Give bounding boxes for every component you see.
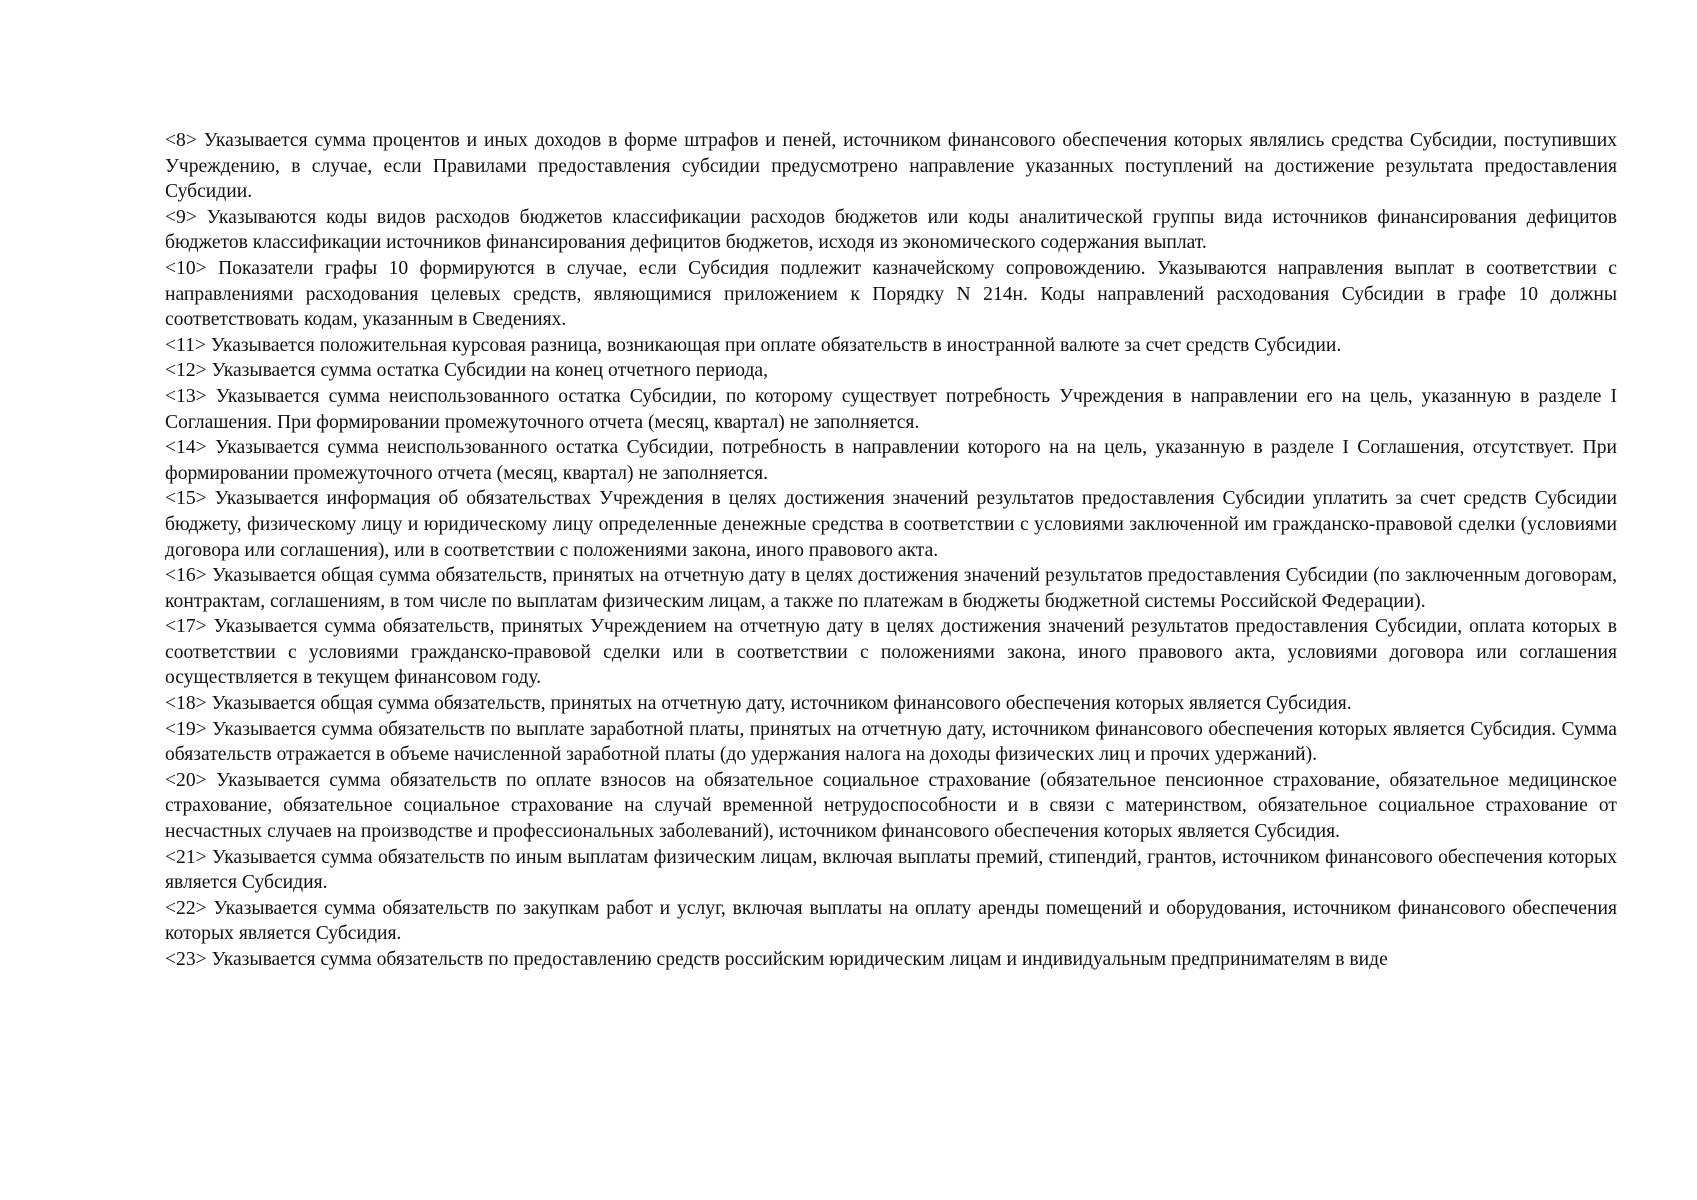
footnote-8: <8> Указывается сумма процентов и иных доходов в форме штрафов и пеней, источником финансового обеспечения которых являлись средства Субсидии, поступивших Учреждению, в случае, если Правилами предоставления субсидии предусмотрено направление указанных поступлений на достижение результата предоставления Субсидии. [165, 130, 1617, 203]
footnote-18: <18> Указывается общая сумма обязательств, принятых на отчетную дату, источником финансового обеспечения которых является Субсидия. [165, 693, 1352, 715]
footnote-13: <13> Указывается сумма неиспользованного остатка Субсидии, по которому существует потребность Учреждения в направлении его на цель, указанную в разделе I Соглашения. При формировании промежуточного отчета (месяц, квартал) не заполняется. [165, 385, 1617, 433]
footnote-17: <17> Указывается сумма обязательств, принятых Учреждением на отчетную дату в целях достижения значений результатов предоставления Субсидии, оплата которых в соответствии с условиями гражданско-правовой сделки или в соответствии с положениями закона, иного правового акта, условиями договора или соглашения осуществляется в текущем финансовом году. [165, 616, 1617, 689]
footnote-16: <16> Указывается общая сумма обязательств, принятых на отчетную дату в целях достижения значений результатов предоставления Субсидии (по заключенным договорам, контрактам, соглашениям, в том числе по выплатам физическим лицам, а также по платежам в бюджеты бюджетной системы Российской Федерации). [165, 565, 1617, 612]
footnote-9: <9> Указываются коды видов расходов бюджетов классификации расходов бюджетов или коды аналитической группы вида источников финансирования дефицитов бюджетов классификации источников финансирования дефицитов бюджетов, исходя из экономического содержания выплат. [165, 206, 1617, 254]
footnote-14: <14> Указывается сумма неиспользованного остатка Субсидии, потребность в направлении которого на на цель, указанную в разделе I Соглашения, отсутствует. При формировании промежуточного отчета (месяц, квартал) не заполняется. [165, 437, 1617, 484]
footnote-10: <10> Показатели графы 10 формируются в случае, если Субсидия подлежит казначейскому сопровождению. Указываются направления выплат в соответствии с направлениями расходования целевых средств, являющимися приложением к Порядку N 214н. Коды направлений расходования Субсидии в графе 10 должны соответствовать кодам, указанным в Сведениях. [165, 257, 1617, 331]
footnote-23: <23> Указывается сумма обязательств по предоставлению средств российским юридическим лицам и индивидуальным предпринимателям в виде [165, 949, 1388, 970]
footnote-21: <21> Указывается сумма обязательств по иным выплатам физическим лицам, включая выплаты премий, стипендий, грантов, источником финансового обеспечения которых является Субсидия. [165, 846, 1617, 894]
footnote-20: <20> Указывается сумма обязательств по оплате взносов на обязательное социальное страхование (обязательное пенсионное страхование, обязательное медицинское страхование, обязательное социальное страхование на случай временной нетрудоспособности и в связи с материнством, обязательное социальное страхование от несчастных случаев на производстве и профессиональных заболеваний), источником финансового обеспечения которых является Субсидия. [165, 769, 1617, 843]
footnote-12: <12> Указывается сумма остатка Субсидии на конец отчетного периода, [165, 360, 769, 382]
footnote-19: <19> Указывается сумма обязательств по выплате заработной платы, принятых на отчетную дату, источником финансового обеспечения которых является Субсидия. Сумма обязательств отражается в объеме начисленной заработной платы (до удержания налога на доходы физических лиц и прочих удержаний). [165, 718, 1617, 766]
footnotes-page [165, 128, 1617, 973]
footnote-15: <15> Указывается информация об обязательствах Учреждения в целях достижения значений результатов предоставления Субсидии уплатить за счет средств Субсидии бюджету, физическому лицу и юридическому лицу определенные денежные средства в соответствии с условиями заключенной им гражданско-правовой сделки (условиями договора или соглашения), или в соответствии с положениями закона, иного правового акта. [165, 488, 1617, 561]
footnote-11: <11> Указывается положительная курсовая разница, возникающая при оплате обязательств в иностранной валюте за счет средств Субсидии. [165, 334, 1342, 356]
footnote-22: <22> Указывается сумма обязательств по закупкам работ и услуг, включая выплаты на оплату аренды помещений и оборудования, источником финансового обеспечения которых является Субсидия. [165, 897, 1617, 945]
